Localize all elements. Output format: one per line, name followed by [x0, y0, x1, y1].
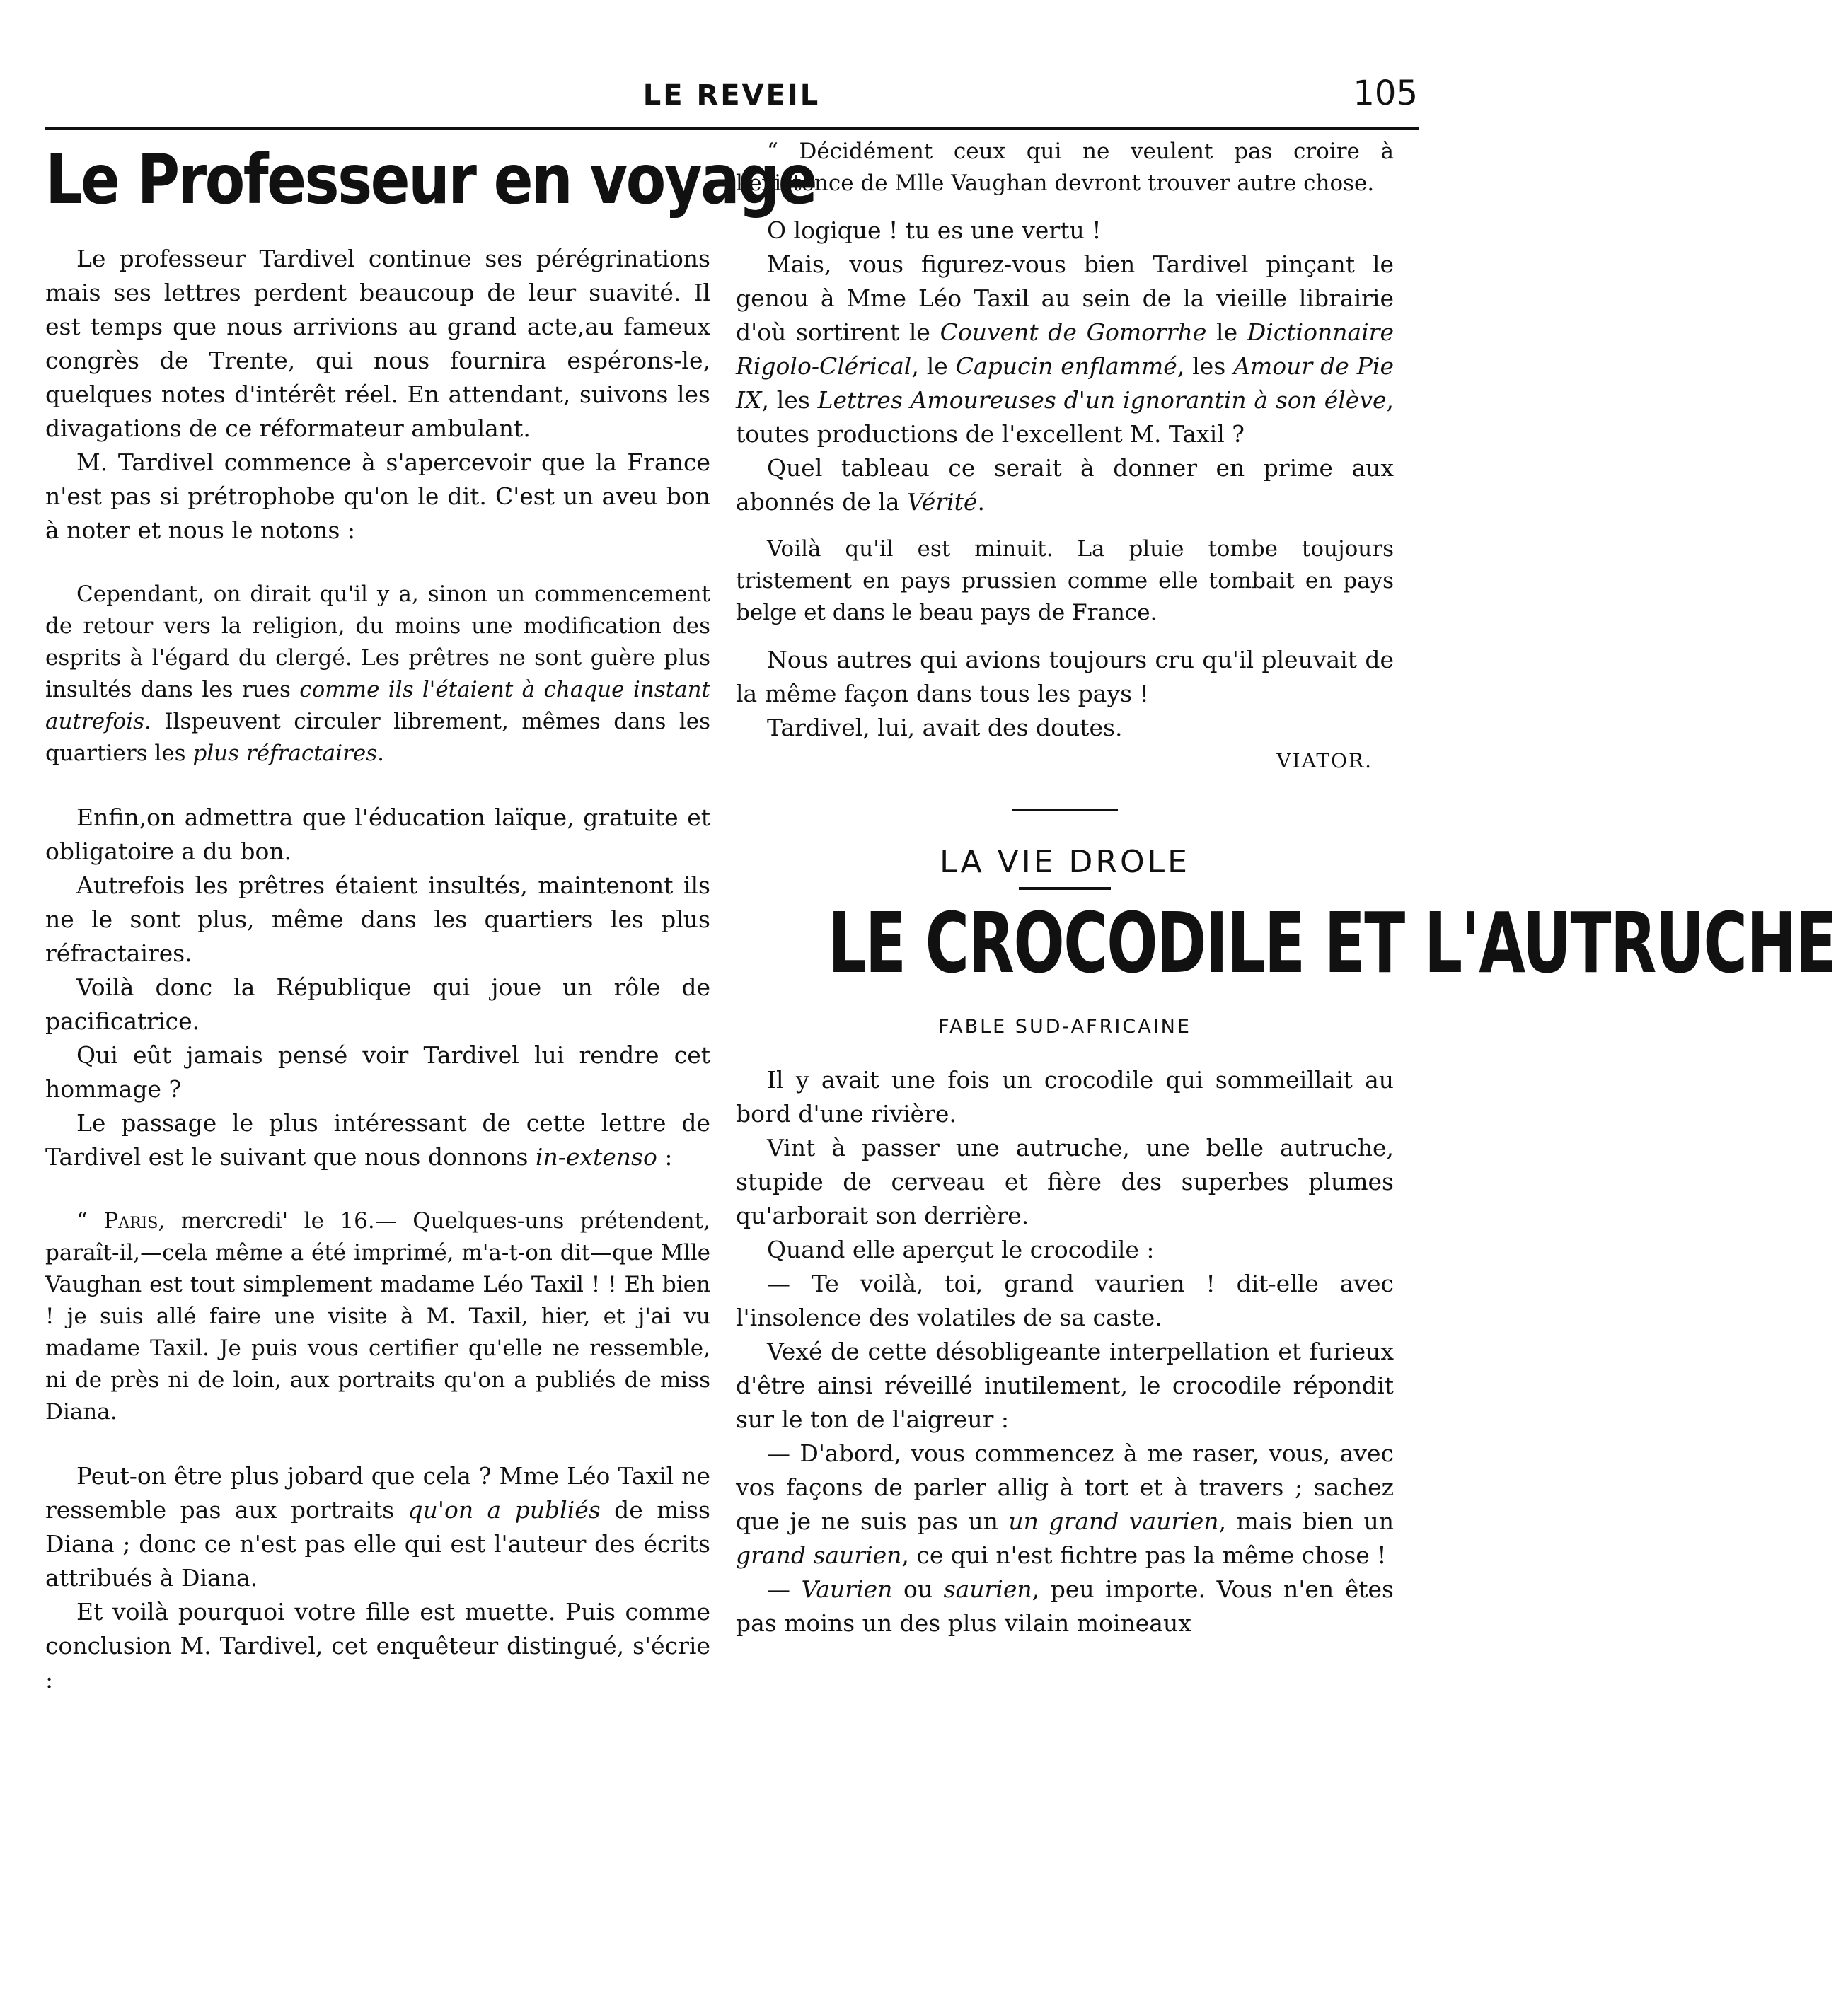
paragraph: Le professeur Tardivel continue ses pérégrinations mais ses lettres perdent beaucoup de leur suavité. Il est temps que nous arrivions au grand acte,au fameux congrès de Trente, qui nous fournira espérons-le, quelques notes d'intérêt réel. En attendant, suivons les divagations de ce réformateur ambulant.: [45, 245, 710, 442]
paragraph: — D'abord, vous commencez à me raser, vous, avec vos façons de parler allig à tort et à travers ; sachez que je ne suis pas un un grand vaurien, mais bien un grand saurien, ce qui n'est fichtre pas la même chose !: [736, 1439, 1394, 1569]
paragraph: Vint à passer une autruche, une belle autruche, stupide de cerveau et fière des superbes plumes qu'arborait son derrière.: [736, 1133, 1394, 1229]
header-rule: [45, 127, 1419, 130]
paragraph: Peut-on être plus jobard que cela ? Mme Léo Taxil ne ressemble pas aux portraits qu'on a publiés de miss Diana ; donc ce n'est pas elle qui est l'auteur des écrits attribués à Diana.: [45, 1462, 710, 1592]
article-title: Le Professeur en voyage: [45, 140, 816, 219]
paragraph: Il y avait une fois un crocodile qui sommeillait au bord d'une rivière.: [736, 1065, 1394, 1128]
paragraph: Enfin,on admettra que l'éducation laïque, gratuite et obligatoire a du bon.: [45, 804, 710, 865]
quoted-paragraph: Cependant, on dirait qu'il y a, sinon un commencement de retour vers la religion, du moins une modification des esprits à l'égard du clergé. Les prêtres ne sont guère plus insultés dans les rues comme ils l'étaient à chaque instant autrefois. Ilspeuvent circuler librement, mêmes dans les quartiers les plus réfractaires.: [45, 581, 710, 766]
quoted-paragraph: Voilà qu'il est minuit. La pluie tombe toujours tristement en pays prussien comme elle tombait en pays belge et dans le beau pays de France.: [736, 536, 1394, 625]
paragraph: — Te voilà, toi, grand vaurien ! dit-elle avec l'insolence des volatiles de sa caste.: [736, 1269, 1394, 1331]
right-column: [736, 136, 1836, 1640]
paragraph: Voilà donc la République qui joue un rôle de pacificatrice.: [45, 973, 710, 1035]
article-signature: VIATOR.: [1276, 749, 1373, 772]
paragraph: — Vaurien ou saurien, peu importe. Vous n'en êtes pas moins un des plus vilain moineaux: [736, 1575, 1394, 1637]
paragraph: Vexé de cette désobligeante interpellation et furieux d'être ainsi réveillé inutilement, le crocodile répondit sur le ton de l'aigreur :: [736, 1337, 1394, 1433]
paragraph: Nous autres qui avions toujours cru qu'il pleuvait de la même façon dans tous les pays !: [736, 646, 1394, 707]
paragraph: Et voilà pourquoi votre fille est muette. Puis comme conclusion M. Tardivel, cet enquêteur distingué, s'écrie :: [45, 1598, 710, 1693]
quoted-paragraph: “ Paris, mercredi' le 16.— Quelques-uns prétendent, paraît-il,—cela même a été imprimé, m'a-t-on dit—que Mlle Vaughan est tout simplement madame Léo Taxil ! ! Eh bien ! je suis allé faire une visite à M. Taxil, hier, et j'ai vu madame Taxil. Je puis vous certifier qu'elle ne ressemble, ni de près ni de loin, aux portraits qu'on a publiés de miss Diana.: [45, 1208, 710, 1425]
paragraph: Le passage le plus intéressant de cette lettre de Tardivel est le suivant que nous donnons in-extenso :: [45, 1109, 710, 1171]
paragraph: Quand elle aperçut le crocodile :: [767, 1235, 1155, 1263]
quoted-paragraph: “ Décidément ceux qui ne veulent pas croire à l'existence de Mlle Vaughan devront trouver autre chose.: [736, 139, 1394, 196]
section-heading: LA VIE DROLE: [940, 844, 1190, 880]
paragraph: M. Tardivel commence à s'apercevoir que la France n'est pas si prétrophobe qu'on le dit. C'est un aveu bon à noter et nous le notons :: [45, 448, 710, 544]
page-header: [45, 71, 1418, 127]
paragraph: O logique ! tu es une vertu !: [767, 216, 1102, 244]
left-column: [45, 136, 816, 1697]
page-number: 105: [1353, 74, 1418, 113]
running-title: LE REVEIL: [642, 79, 821, 112]
fable-title: LE CROCODILE ET L'AUTRUCHE: [828, 894, 1836, 992]
paragraph: Autrefois les prêtres étaient insultés, maintenont ils ne le sont plus, même dans les quartiers les plus réfractaires.: [45, 871, 710, 967]
fable-subtitle: FABLE SUD-AFRICAINE: [938, 1015, 1191, 1038]
paragraph: Qui eût jamais pensé voir Tardivel lui rendre cet hommage ?: [45, 1041, 710, 1103]
section-divider: [1012, 809, 1118, 811]
paragraph: Quel tableau ce serait à donner en prime aux abonnés de la Vérité.: [736, 454, 1394, 516]
paragraph: Tardivel, lui, avait des doutes.: [767, 714, 1123, 741]
paragraph: Mais, vous figurez-vous bien Tardivel pinçant le genou à Mme Léo Taxil au sein de la vieille librairie d'où sortirent le Couvent de Gomorrhe le Dictionnaire Rigolo-Clérical, le Capucin enflammé, les Amour de Pie IX, les Lettres Amoureuses d'un ignorantin à son élève, toutes productions de l'excellent M. Taxil ?: [736, 250, 1394, 448]
section-rule: [1019, 887, 1111, 890]
